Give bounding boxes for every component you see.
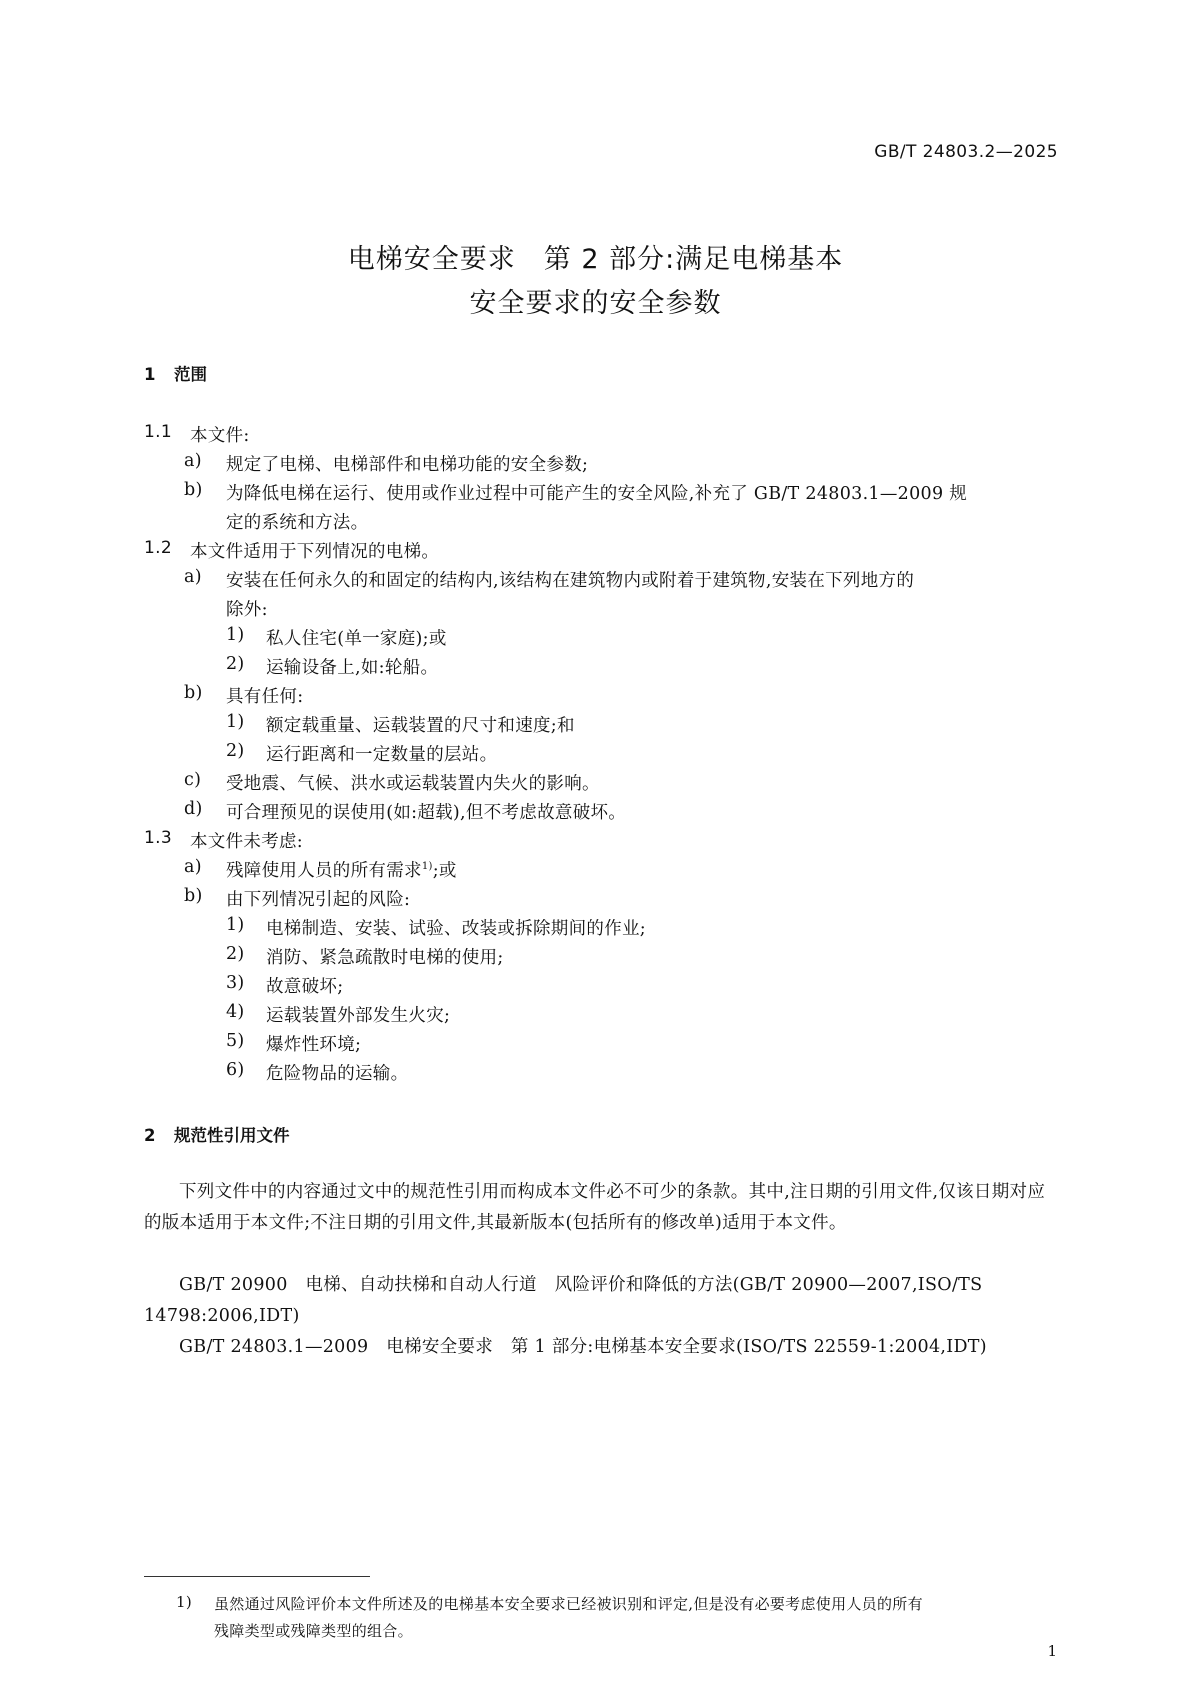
document-title [0, 238, 1191, 326]
clause-number: 1.3 [144, 828, 172, 848]
list-marker: 6) [226, 1060, 245, 1080]
list-marker: 1) [226, 915, 245, 935]
list-marker: a) [184, 567, 202, 587]
list-marker: c) [184, 770, 202, 790]
list-marker: 2) [226, 944, 245, 964]
list-marker: b) [184, 683, 203, 703]
section-1-heading [144, 361, 207, 385]
list-marker: a) [184, 451, 202, 471]
list-marker: 5) [226, 1031, 245, 1051]
list-item-text-tail: ;或 [432, 861, 457, 881]
clause-number: 1.1 [144, 422, 172, 442]
footnote-separator [144, 1576, 370, 1577]
standard-number: GB/T 24803.2—2025 [874, 142, 1058, 162]
clause-text: 本文件: [190, 426, 250, 446]
list-item-text-main: 残障使用人员的所有需求 [226, 861, 422, 881]
section-title: 规范性引用文件 [174, 1126, 290, 1145]
list-marker: b) [184, 886, 203, 906]
list-item-text: 可合理预见的误使用(如:超载),但不考虑故意破坏。 [226, 803, 627, 823]
list-marker: a) [184, 857, 202, 877]
section-2-heading [144, 1122, 290, 1146]
list-item-text: 具有任何: [226, 687, 304, 707]
section-number: 2 [144, 1126, 156, 1145]
footnote-text-line-2: 残障类型或残障类型的组合。 [214, 1622, 413, 1640]
list-marker: 4) [226, 1002, 245, 1022]
list-item-text: 运输设备上,如:轮船。 [266, 658, 439, 678]
list-marker: 1) [226, 625, 245, 645]
list-marker: 1) [226, 712, 245, 732]
list-item-text: 消防、紧急疏散时电梯的使用; [266, 948, 504, 968]
list-item-text: 运行距离和一定数量的层站。 [266, 745, 498, 765]
list-marker: 2) [226, 654, 245, 674]
list-item-text: 定的系统和方法。 [226, 513, 369, 533]
list-marker: d) [184, 799, 203, 819]
footnote-mark: 1) [176, 1593, 192, 1611]
list-item-text: 额定载重量、运载装置的尺寸和速度;和 [266, 716, 575, 736]
list-item-text: 除外: [226, 600, 268, 620]
normative-reference: GB/T 24803.1—2009 电梯安全要求 第 1 部分:电梯基本安全要求(ISO/TS 22559-1:2004,IDT) [179, 1337, 987, 1357]
list-marker: 2) [226, 741, 245, 761]
list-item-text: 规定了电梯、电梯部件和电梯功能的安全参数; [226, 455, 589, 475]
list-item-text: 危险物品的运输。 [266, 1064, 409, 1084]
list-item-text: 爆炸性环境; [266, 1035, 362, 1055]
page-number: 1 [1047, 1642, 1057, 1660]
footnote-text-line-1: 虽然通过风险评价本文件所述及的电梯基本安全要求已经被识别和评定,但是没有必要考虑使用人员的所有 [214, 1595, 923, 1613]
footnote-reference[interactable]: 1) [421, 861, 433, 872]
list-item-text [226, 857, 457, 882]
clause-text: 本文件适用于下列情况的电梯。 [190, 542, 440, 562]
list-item-text: 为降低电梯在运行、使用或作业过程中可能产生的安全风险,补充了 GB/T 24803.1—2009 规 [226, 484, 968, 504]
clause-text: 本文件未考虑: [190, 832, 303, 852]
title-line-1: 电梯安全要求 第 2 部分:满足电梯基本 [347, 244, 844, 275]
list-item-text: 电梯制造、安装、试验、改装或拆除期间的作业; [266, 919, 646, 939]
section-2-intro: 下列文件中的内容通过文中的规范性引用而构成本文件必不可少的条款。其中,注日期的引用文件,仅该日期对应的版本适用于本文件;不注日期的引用文件,其最新版本(包括所有的修改单)适用于本文件。 [144, 1182, 1046, 1233]
clause-number: 1.2 [144, 538, 172, 558]
list-marker: 3) [226, 973, 245, 993]
section-number: 1 [144, 365, 156, 384]
section-title: 范围 [174, 365, 207, 384]
list-item-text: 受地震、气候、洪水或运载装置内失火的影响。 [226, 774, 600, 794]
list-marker: b) [184, 480, 203, 500]
list-item-text: 私人住宅(单一家庭);或 [266, 629, 447, 649]
title-line-2: 安全要求的安全参数 [469, 288, 722, 319]
list-item-text: 故意破坏; [266, 977, 344, 997]
normative-reference: GB/T 20900 电梯、自动扶梯和自动人行道 风险评价和降低的方法(GB/T 20900—2007,ISO/TS 14798:2006,IDT) [144, 1275, 983, 1326]
list-item-text: 运载装置外部发生火灾; [266, 1006, 451, 1026]
list-item-text: 安装在任何永久的和固定的结构内,该结构在建筑物内或附着于建筑物,安装在下列地方的 [226, 571, 915, 591]
list-item-text: 由下列情况引起的风险: [226, 890, 411, 910]
